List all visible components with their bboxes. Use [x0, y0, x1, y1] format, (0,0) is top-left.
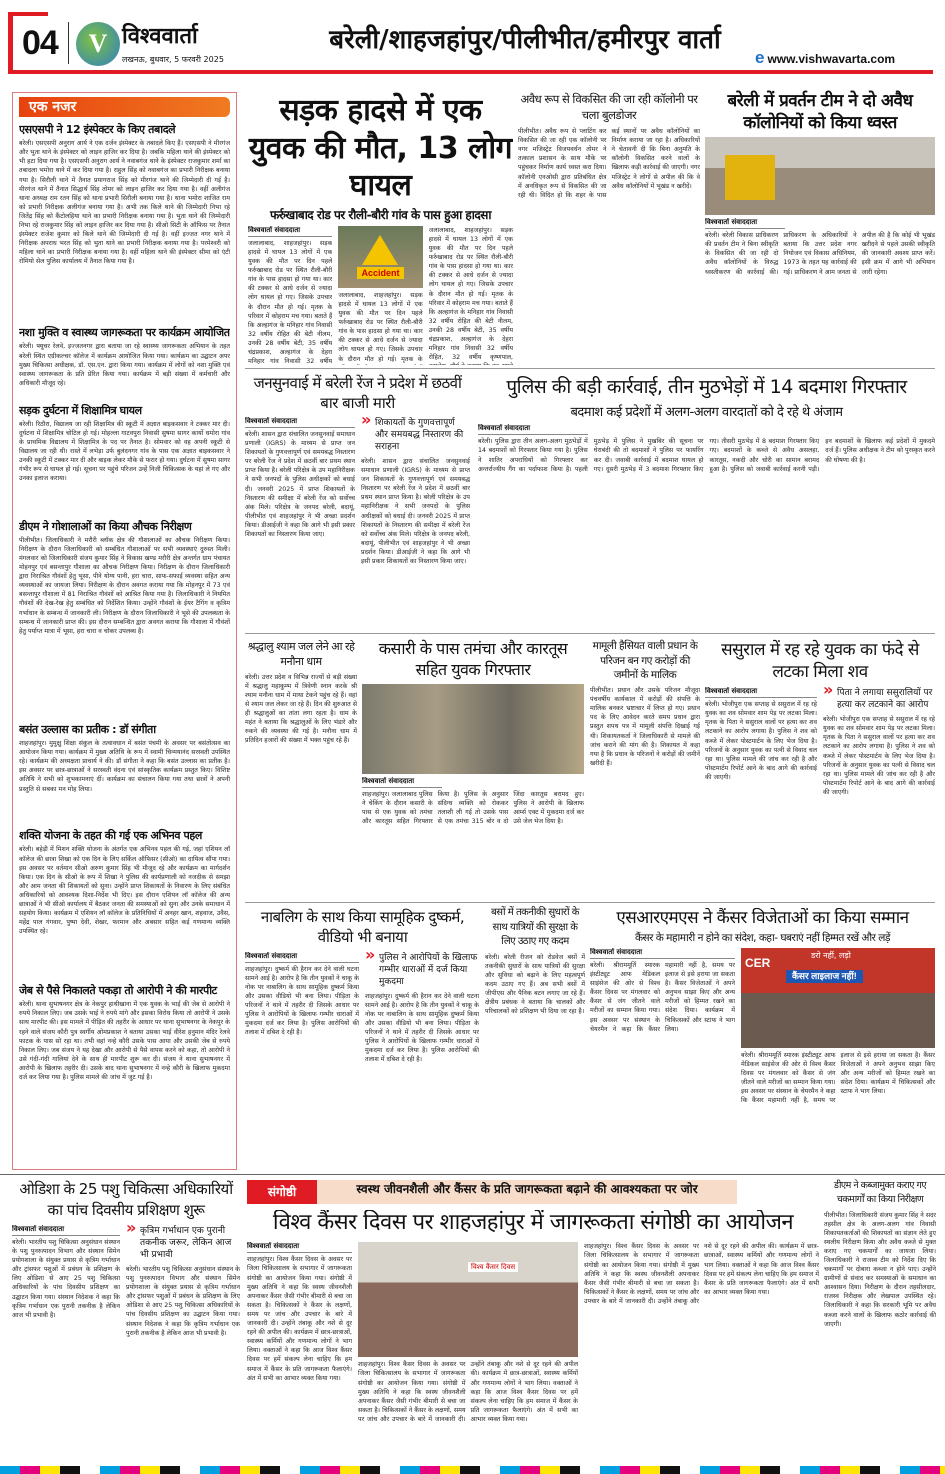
brand-name: विश्ववार्ता — [122, 24, 198, 49]
ek-nazar-stories — [19, 120, 230, 1165]
seminar-tag: संगोष्ठी — [247, 1180, 317, 1204]
odisha-body-1: बरेली। भारतीय पशु चिकित्सा अनुसंधान संस्थान के पशु पुनरुत्पादन विभाग और संस्थान सिमेन प्रयोगशाला के संयुक्त प्रयास से कृत्रिम गर्भाधान और ट्रांसफर पशुओं में प्रबंधन के प्रशिक्षण के लिए ओडिशा से आए 25 पशु चिकित्सा अधिकारियों के पांच दिवसीय प्रशिक्षण का उद्घाटन किया गया। संस्थान निदेशक ने कहा कि कृत्रिम गर्भाधान एक पुरानी तकनीक है लेकिन आज भी प्रभावी है। — [12, 1239, 120, 1319]
shyam-body: बरेली। उत्तर प्रदेश व विभिन्न राज्यों से बड़ी संख्या में श्रद्धालु महाकुम्भ में त्रिवेणी स्नान करके श्री श्याम मनौना धाम में माथा टेकने पहुंच रहे हैं। वहां से श्याम जल लेकर जा रहे हैं। दिन की शुरुआत से ही श्रद्धालुओं का तांता लगा रहता है। धाम के महंत ने बताया कि श्रद्धालुओं के लिए भंडारे और रुकने की व्यवस्था की गई है। मनौना धाम में प्रतिदिन हजारों की संख्या में भक्त पहुंच रहे हैं। — [245, 673, 357, 745]
accident-sign-text: Accident — [357, 267, 403, 279]
arrest-photo — [362, 684, 584, 774]
left-story-body: बरेली। थाना सुभाषनगर क्षेत्र के नेकपुर हाथीखाना में एक युवक के भाई की जेब से आरोपी ने रुपये निकाल लिए। जब उसके भाई ने रुपये मांगे और इसका विरोध किया तो आरोपी ने उसके साथ मारपीट की। इस मामले में पीड़ित की तहरीर के आधार पर थाना सुभाषनगर के नेकपुर के रहने वाले संजय कौरी पुत्र स्वर्गीय ओमप्रकाश ने बताया उसका भाई वीरेश हनुमान मंदिर रेलवे फाटक के पास सो रहा था। तभी वहां नन्हे कौरी उसके पास आया और उसकी जेब से रुपये निकाल लिए। जब संजय ने यह देखा और आरोपी से पैसे वापस करने को कहा, तो आरोपी ने उसे गंदी-गंदी गालियां देने के साथ ही मारपीट शुरू कर दी। संजय ने थाना सुभाषनगर में आरोपी के खिलाफ तहरीर दी। उसके बाद थाना सुभाषनगर में नन्हे कौरी के खिलाफ मुकदमा दर्ज कर लिया गया है। पुलिस मामले की जांच में जुट गई है। — [19, 1001, 230, 1082]
warning-sign-icon — [362, 235, 398, 265]
ek-nazar-banner: एक नजर — [19, 97, 230, 117]
left-story-headline: शक्ति योजना के तहत की गई एक अभिनव पहल — [19, 829, 202, 843]
lead-body-3: जलालाबाद, शाहजहांपुर। सड़क हादसे में घायल 13 लोगों में एक युवक की मौत पर दिन पहले फर्रुखाबाद रोड पर स्थित रौली-बौरी गांव के पास हादसा हो गया था। कार की टक्कर से आधे दर्जन से ज्यादा लोग घायल हो गए। जिसके उपचार के दौरान मौत हो गई। मृतक के परिवार में कोहराम मच गया। बताते हैं कि अल्हागंज के मनिहार गांव निवासी 32 वर्षीय रोहित की बेटी नीलम, उनकी 28 वर्षीय बेटी, 35 वर्षीय चंद्रप्रकाश, अल्हागंज के देहरा मनिहार गांव निवासी 32 वर्षीय रोहित, 32 वर्षीय कृष्णपाल, — [428, 226, 513, 362]
bulldozer-headline: अवैध रूप से विकसित की जा रही कॉलोनी पर चला बुलडोजर — [520, 92, 698, 122]
logo-icon: V — [76, 22, 120, 66]
seminar-headline: विश्व कैंसर दिवस पर शाहजहांपुर में जागरूकता संगोष्ठी का आयोजन — [272, 1210, 794, 1235]
sasural-body-1: बरेली। भोजीपुरा एक सप्ताह से ससुराल में रह रहे युवक का शव सोमवार शाम पेड़ पर लटका मिला। मृतक के पिता ने ससुराल वालों पर हत्या कर शव लटकाने का आरोप लगाया है। पुलिस ने शव को कब्जे में लेकर पोस्टमार्टम के लिए भेज दिया है। परिजनों के अनुसार युवक का पत्नी से विवाद चल रहा था। पुलिस मामले की जांच कर रही है और पोस्टमार्टम रिपोर्ट आने के बाद आगे की कार्रवाई की जाएगी। — [705, 701, 817, 781]
jansunwai-body-2: बरेली। शासन द्वारा संचालित जनसुनवाई समाधान प्रणाली (IGRS) के माध्यम से प्राप्त जन शिकायतों के गुणवत्तापूर्ण एवं समयबद्ध निस्तारण पर बरेली रेंज ने प्रदेश में छठवीं बार प्रथम स्थान प्राप्त किया है। बरेली परिक्षेत्र के उप महानिरीक्षक ने सभी जनपदों के पुलिस अधीक्षकों को बधाई दी। जनवरी 2025 में प्राप्त शिकायतों के निस्तारण की समीक्षा में बरेली रेंज को सर्वोच्च अंक मिले। परिक्षेत्र के जनपद बरेली, बदायूं, पीलीभीत एवं शाहजहांपुर ने भी अच्छा प्रदर्शन किया। डीआईजी ने कहा कि आगे भी इसी प्रकार शिकायतों का निस्तारण किया जाए। — [361, 458, 470, 566]
colonies-story — [705, 90, 935, 365]
seminar-body-3: शाहजहांपुर। विश्व कैंसर दिवस के अवसर पर जिला चिकित्सालय के सभागार में जागरूकता संगोष्ठी का आयोजन किया गया। संगोष्ठी में मुख्य अतिथि ने कहा कि स्वस्थ जीवनशैली अपनाकर कैंसर जैसी गंभीर बीमारी से बचा जा सकता है। चिकित्सकों ने कैंसर के लक्षणों, समय पर जांच और उपचार के बारे में जानकारी दी। उन्होंने तंबाकू और नशे से दूर रहने की अपील की। कार्यक्रम में छात्र-छात्राओं, स्वास्थ्य कर्मियों और गणमान्य लोगों ने भाग लिया। वक्ताओं ने कहा कि आज विश्व कैंसर दिवस पर हमें संकल्प लेना चाहिए कि हम समाज में कैंसर के प्रति जागरूकता फैलाएंगे। अंत में सभी का आभार व्यक्त किया गया। — [584, 1243, 819, 1305]
website-text: www.vishwavarta.com — [767, 52, 896, 66]
left-story-body: पीलीभीत। जिलाधिकारी ने मरौरी ब्लॉक क्षेत्र की गौशालाओं का औचक निरीक्षण किया। निरीक्षण के दौरान जिलाधिकारी को सम्बंधित गौशालाओं पर सभी व्यवस्थाएं दुरुस्त मिली। मंगलवार को जिलाधिकारी संजय कुमार सिंह ने विकास खण्ड मरौरी क्षेत्र अन्तर्गत ग्राम पंचायत मोहनपुर एवं बसन्तापुर गौशाला का औचक निरीक्षण किया। निरीक्षण के दौरान जिलाधिकारी द्वारा निराश्रित गौवंशों हेतु भूसा, पीने योग्य पानी, हरा चारा, साफ-सफाई व्यवस्था सहित अन्य व्यवस्थाओं का जायजा लिया। निरीक्षण के दौरान अवगत कराया गया कि मोहनपुर में 73 एवं बसन्तापुर गौशाला में 81 निराश्रित गौवंशों को आश्रित किया गया है। जिलाधिकारी ने नियमित गौवंशों की देख-रेख हेतु सम्बंधित को निर्देशित किया। उन्होंने गौवंशों के ईयर टैगिंग व कृत्रिम गर्भाधान के सम्बन्ध में जानकारी ली। निरीक्षण के दौरान जिलाधिकारी ने भूसे की उपलब्धता के सम्बन्ध में जानकारी प्राप्त की। इस दौरान सम्बन्धित द्वारा अवगत कराया कि गौशाला में गौवंशों हेतु पर्याप्त मात्रा में भूसा, हरा चारा व चोकर उपलब्ध है। — [19, 536, 230, 635]
seminar-body-1: शाहजहांपुर। विश्व कैंसर दिवस के अवसर पर जिला चिकित्सालय के सभागार में जागरूकता संगोष्ठी का आयोजन किया गया। संगोष्ठी में मुख्य अतिथि ने कहा कि स्वस्थ जीवनशैली अपनाकर कैंसर जैसी गंभीर बीमारी से बचा जा सकता है। चिकित्सकों ने कैंसर के लक्षणों, समय पर जांच और उपचार के बारे में जानकारी दी। उन्होंने तंबाकू और नशे से दूर रहने की अपील की। कार्यक्रम में छात्र-छात्राओं, स्वास्थ्य कर्मियों और गणमान्य लोगों ने भाग लिया। वक्ताओं ने कहा कि आज विश्व कैंसर दिवस पर हमें संकल्प लेना चाहिए कि हम समाज में कैंसर के प्रति जागरूकता फैलाएंगे। अंत में सभी का आभार व्यक्त किया गया। — [247, 1256, 352, 1382]
bulldozer-icon — [725, 155, 775, 200]
masthead-accent — [8, 12, 48, 16]
left-story-body: बरेली। बहेड़ी में मिशन शक्ति योजना के अंतर्गत एक अभिनव पहल की गई, जहां एशियन लॉ कॉलेज की छात्रा शिखा को एक दिन के लिए सर्किल ऑफिसर (सीओ) का दायित्व सौंपा गया। इस अवसर पर वर्तमान सीओ अरुण कुमार सिंह भी मौजूद रहे और कार्यक्रम का मार्गदर्शन किया। एक दिन के सीओ के रूप में शिखा ने पुलिस की कार्यप्रणाली को नजदीक से समझा और आम जनता की शिकायतों को सुना। उन्होंने प्राप्त शिकायतों के निवारण के लिए संबंधित अधिकारियों को आवश्यक दिशा-निर्देश भी दिए। इस दौरान एशियन लॉ कॉलेज की अन्य छात्राओं ने भी सीओ कार्यालय में बैठकर जनता की समस्याओं को सुना और उनके समाधान में सहयोग किया। कार्यक्रम में एशियन लॉ कॉलेज के प्रतिनिधियों में अनहर खान, शहवाज, उवैस, महेंद्र पाल गंगवार, पुष्पा देवी, शेखर, फरमान और अबसार सहित कई गणमान्य व्यक्ति उपस्थित रहे। — [19, 846, 230, 936]
left-story-headline: जेब से पैसे निकालते पकड़ा तो आरोपी ने की मारपीट — [19, 984, 217, 998]
website-link[interactable] — [755, 48, 895, 68]
page-number: 04 — [22, 24, 58, 62]
byline: विश्ववार्ता संवाददाता — [362, 777, 442, 788]
buses-body: बरेली। बरेली रीजन को रोडवेज बसों में तकनीकी सुधारों के साथ यात्रियों की सुरक्षा और सुविधा को बढ़ाने के लिए महत्वपूर्ण कदम उठाए गए हैं। अब सभी बसों में जीपीएस और पैनिक बटन लगाए जा रहे हैं। क्षेत्रीय प्रबंधक ने बताया कि चालकों और परिचालकों को प्रशिक्षण भी दिया जा रहा है। — [485, 953, 585, 1016]
left-story-body: बरेली। फ्यूचर रेलवे, इज्जतनगर द्वारा बताया जा रहे स्वास्थ्य जागरूकता अभियान के तहत बरेली स्थित एग्रीकल्चर कॉलेज में कार्यक्रम आयोजित किया गया। कार्यक्रम का उद्घाटन अपर मुख्य चिकित्सा अधीक्षक, डॉ. एस.एन. द्वारा किया गया। कार्यक्रम में लोगों को नशा मुक्ति एवं स्वास्थ्य जागरूकता के प्रति प्रेरित किया गया। कार्यक्रम में बड़ी संख्या में कर्मचारी और अधिकारी मौजूद रहे। — [19, 343, 230, 387]
nabalig-story — [245, 907, 480, 1170]
sasural-pullquote: » पिता ने लगाया ससुरालियों पर हत्या कर लटकाने का आरोप — [823, 687, 935, 711]
kasari-headline: कसारी के पास तमंचा और कारतूस सहित युवक गिरफ्तार — [378, 639, 568, 679]
seminar-body-2: शाहजहांपुर। विश्व कैंसर दिवस के अवसर पर जिला चिकित्सालय के सभागार में जागरूकता संगोष्ठी का आयोजन किया गया। संगोष्ठी में मुख्य अतिथि ने कहा कि स्वस्थ जीवनशैली अपनाकर कैंसर जैसी गंभीर बीमारी से बचा जा सकता है। चिकित्सकों ने कैंसर के लक्षणों, समय पर जांच और उपचार के बारे में जानकारी दी। उन्होंने तंबाकू और नशे से दूर रहने की अपील की। कार्यक्रम में छात्र-छात्राओं, स्वास्थ्य कर्मियों और गणमान्य लोगों ने भाग लिया। वक्ताओं ने कहा कि आज विश्व कैंसर दिवस पर हमें संकल्प लेना चाहिए कि हम समाज में कैंसर के प्रति जागरूकता फैलाएंगे। अंत में सभी का आभार व्यक्त किया गया। — [358, 1361, 578, 1423]
print-color-bar — [0, 1466, 945, 1474]
seminar-photo — [358, 1242, 578, 1357]
sasural-headline: ससुराल में रह रहे युवक का फंदे से लटका मिला शव — [721, 640, 919, 683]
dm-story — [824, 1179, 936, 1464]
left-story-body: शाहजहांपुर। मुमुक्षु शिक्षा संकुल के तत्वावधान में बसंत पंचमी के अवसर पर बसंतोत्सव का आयोजन किया गया। कार्यक्रम में मुख्य अतिथि के रूप में स्वामी चिन्मयानंद सरस्वती उपस्थित रहे। कार्यक्रम की अध्यक्षता प्राचार्य ने की। डॉ संगीता ने कहा कि बसंत उल्लास का प्रतीक है। इस अवसर पर छात्र-छात्राओं ने सरस्वती वंदना एवं सांस्कृतिक कार्यक्रम प्रस्तुत किए। विशिष्ट अतिथि ने सभी को शुभकामनाएं दीं। कार्यक्रम का संचालन किया गया तथा छात्रों ने अपनी प्रस्तुति से सबका मन मोह लिया। — [19, 740, 230, 793]
colonies-body: बरेली। बरेली विकास प्राधिकरण की प्रवर्तन टीम ने बिना स्वीकृति के विकसित की जा रही दो अवैध कॉलोनियों के विरुद्ध ध्वस्तीकरण की कार्रवाई की। प्राधिकरण के अधिकारियों ने बताया कि उत्तर प्रदेश नगर नियोजन एवं विकास अधिनियम, 1973 के तहत यह कार्रवाई की गई। प्राधिकरण ने आम जनता से अपील की है कि कोई भी भूखंड खरीदने से पहले उसकी स्वीकृति की जानकारी अवश्य प्राप्त करें। इसी क्रम में आगे भी अभियान जारी रहेगा। — [705, 232, 935, 276]
kasari-body: शाहजहांपुर। जलालाबाद पुलिस ने चेकिंग के दौरान कसारी के पास से एक युवक को तमंचा और कारतूस सहित गिरफ्तार किया है। पुलिस के अनुसार संदिग्ध व्यक्ति को रोककर तलाशी ली गई तो उसके पास से एक तमंचा 315 बोर व दो जिंदा कारतूस बरामद हुए। पुलिस ने आरोपी के खिलाफ आर्म्स एक्ट में मुकदमा दर्ज कर उसे जेल भेज दिया है। — [362, 790, 584, 825]
police-body: बरेली। पुलिस द्वारा तीन अलग-अलग मुठभेड़ों में 14 बदमाशों को गिरफ्तार किया गया है। पुलिस ने शातिर अपराधियों को गिरफ्तार कर अन्तर्राज्यीय गैंग का पर्दाफाश किया है। पहली मुठभेड़ में पुलिस ने मुखबिर की सूचना पर घेराबंदी की तो बदमाशों ने पुलिस पर फायरिंग कर दी। जवाबी कार्रवाई में बदमाश घायल हो गए। दूसरी मुठभेड़ में 3 बदमाश गिरफ्तार किए गए। तीसरी मुठभेड़ में 8 बदमाश गिरफ्तार किए गए। बदमाशों के कब्जे से अवैध असलहा, कारतूस, नकदी और चोरी का सामान बरामद हुआ है। पुलिस को जवाबी कार्रवाई करनी पड़ी। इन बदमाशों के खिलाफ कई प्रदेशों में मुकदमे दर्ज हैं। पुलिस अधीक्षक ने टीम को पुरस्कृत करने की घोषणा की है। — [478, 438, 935, 473]
seminar-kicker: स्वस्थ जीवनशैली और कैंसर के प्रति जागरूकता बढ़ाने की आवश्यकता पर जोर — [356, 1182, 698, 1196]
odisha-pullquote: » कृत्रिम गर्भाधान एक पुरानी तकनीक जरूर, लेकिन आज भी प्रभावी — [126, 1225, 240, 1261]
photo-text: CER — [745, 955, 771, 970]
sasural-story — [705, 639, 935, 897]
lead-headline: सड़क हादसे में एक युवक की मौत, 13 लोग घायल — [248, 93, 513, 203]
dateline: लखनऊ, बुधवार, 5 फरवरी 2025 — [122, 55, 224, 64]
byline: विश्ववार्ता संवाददाता — [12, 1225, 120, 1236]
byline: विश्ववार्ता संवाददाता — [247, 1242, 352, 1253]
nabalig-body-1: शाहजहांपुर। दुष्कर्म की हैरान कर देने वाली घटना सामने आई है। आरोप है कि तीन युवकों ने चाकू के नोक पर नाबालिग के साथ सामूहिक दुष्कर्म किया और उसका वीडियो भी बना लिया। पीड़िता के परिजनों ने थाने में तहरीर दी जिसके आधार पर पुलिस ने आरोपियों के खिलाफ गम्भीर धाराओं में मुकदमा दर्ज कर लिया है। पुलिस आरोपियों की तलाश में दबिश दे रही है। — [245, 965, 359, 1037]
pradhan-headline: मामूली हैसियत वाली प्रधान के परिजन बन गए करोड़ों की जमीनों के मालिक — [592, 640, 698, 682]
left-story-headline: नशा मुक्ति व स्वास्थ्य जागरूकता पर कार्यक्रम आयोजित — [19, 326, 230, 340]
police-subhead: बदमाश कई प्रदेशों में अलग-अलग वारदातों को दे रहे थे अंजाम — [570, 404, 843, 420]
nabalig-body-2: शाहजहांपुर। दुष्कर्म की हैरान कर देने वाली घटना सामने आई है। आरोप है कि तीन युवकों ने चाकू के नोक पर नाबालिग के साथ सामूहिक दुष्कर्म किया और उसका वीडियो भी बना लिया। पीड़िता के परिजनों ने थाने में तहरीर दी जिसके आधार पर पुलिस ने आरोपियों के खिलाफ गम्भीर धाराओं में मुकदमा दर्ज कर लिया है। पुलिस आरोपियों की तलाश में दबिश दे रही है। — [365, 992, 479, 1064]
byline: विश्ववार्ता संवाददाता — [245, 952, 359, 963]
photo-banner: विश्व कैंसर दिवस — [468, 1262, 518, 1272]
accident-image — [338, 226, 422, 288]
lead-body-2: जलालाबाद, शाहजहांपुर। सड़क हादसे में घायल 13 लोगों में एक युवक की मौत पर दिन पहले फर्रुखाबाद रोड पर स्थित रौली-बौरी गांव के पास हादसा हो गया था। कार की टक्कर से आधे दर्जन से ज्यादा लोग घायल हो गए। जिसके उपचार के दौरान मौत हो गई। मृतक के — [338, 291, 423, 363]
shyam-story — [245, 639, 357, 897]
left-story-headline: डीएम ने गोशालाओं का किया औचक निरीक्षण — [19, 519, 192, 533]
shyam-headline: श्रद्धालु श्याम जल लेने आ रहे मनौना धाम — [247, 640, 355, 669]
photo-text: डरो नहीं, लड़ो — [811, 950, 851, 960]
bulldozer-story — [518, 92, 700, 365]
buses-story — [485, 906, 585, 1170]
srms-body-2: बरेली। श्रीराममूर्ति स्मारक इंस्टीट्यूट आफ मेडिकल साइंसेज की ओर से विश्व कैंसर दिवस पर मंगलवार को कैंसर से जंग जीतने वाले मरीजों का सम्मान किया गया। इस अवसर पर संस्थान के चेयरमैन ने कहा कि कैंसर महामारी नहीं है, समय पर इलाज से इसे हराया जा सकता है। कैंसर विजेताओं ने अपने अनुभव साझा किए और अन्य मरीजों को हिम्मत रखने का संदेश दिया। कार्यक्रम में चिकित्सकों और स्टाफ ने भाग लिया। — [741, 1051, 935, 1105]
lead-columns — [248, 226, 513, 365]
srms-headline: एसआरएमएस ने कैंसर विजेताओं का किया सम्मान — [616, 908, 909, 928]
colonies-headline: बरेली में प्रवर्तन टीम ने दो अवैध कॉलोनियों को किया ध्वस्त — [727, 91, 913, 134]
byline: विश्ववार्ता संवाददाता — [705, 687, 817, 698]
kasari-story — [362, 639, 584, 897]
buses-headline: बसों में तकनीकी सुधारों के साथ यात्रियों की सुरक्षा के लिए उठाए गए कदम — [491, 907, 579, 947]
section-title: बरेली/शाहजहांपुर/पीलीभीत/हमीरपुर वार्ता — [329, 25, 721, 55]
dm-body: पीलीभीत। जिलाधिकारी संजय कुमार सिंह ने सदर तहसील क्षेत्र के अलग-अलग गांव निवासी शिकायतकर्ताओं की शिकायतों का संज्ञान लेते हुए स्थलीय निरीक्षण किया और अवैध कब्जे से मुक्त कराए गए चकमार्गों का जायजा लिया। जिलाधिकारी ने राजस्व टीम को निर्देश दिए कि चकमार्गों पर दोबारा कब्जा न होने पाए। उन्होंने ग्रामीणों से संवाद कर समस्याओं के समाधान का आश्वासन दिया। निरीक्षण के दौरान तहसीलदार, राजस्व निरीक्षक और लेखपाल उपस्थित रहे। जिलाधिकारी ने कहा कि सरकारी भूमि पर अवैध कब्जा करने वालों के खिलाफ कठोर कार्रवाई की जाएगी। — [824, 1211, 936, 1328]
divider — [245, 633, 935, 634]
police-story — [478, 376, 935, 630]
lead-subhead: फर्रुखाबाद रोड पर रौली-बौरी गांव के पास हुआ हादसा — [270, 207, 491, 222]
divider — [0, 1174, 945, 1175]
srms-body: बरेली। श्रीराममूर्ति स्मारक इंस्टीट्यूट आफ मेडिकल साइंसेज की ओर से विश्व कैंसर दिवस पर मंगलवार को कैंसर से जंग जीतने वाले मरीजों का सम्मान किया गया। इस अवसर पर संस्थान के चेयरमैन ने कहा कि कैंसर महामारी नहीं है, समय पर इलाज से इसे हराया जा सकता है। कैंसर विजेताओं ने अपने अनुभव साझा किए और अन्य मरीजों को हिम्मत रखने का संदेश दिया। कार्यक्रम में चिकित्सकों और स्टाफ ने भाग लिया। — [590, 961, 735, 1033]
police-headline: पुलिस की बड़ी कार्रवाई, तीन मुठभेड़ों में 14 बदमाश गिरफ्तार — [506, 376, 907, 398]
bulldozer-body: पीलीभीत। अवैध रूप से प्लाटिंग कर विकसित की जा रही एक कॉलोनी पर नगर मजिस्ट्रेट विजयवर्धन तोमर ने तत्काल प्रशासन के साथ मौके पर पहुंचकर निर्माण कार्य ध्वस्त करा दिया। कॉलोनी एनओसी द्वारा प्रतिबंधित क्षेत्र में अनधिकृत रूप से विकसित की जा रही थी। विदित हो कि शहर के पास कई स्थानों पर अवैध कॉलोनियों का निर्माण कराया जा रहा है। अधिकारियों ने चेतावनी दी कि बिना अनुमति के कॉलोनी विकसित करने वालों के खिलाफ कड़ी कार्रवाई की जाएगी। नगर मजिस्ट्रेट ने लोगों से अपील की कि वे अवैध कॉलोनियों में भूखंड न खरीदें। — [518, 128, 700, 199]
seminar-kicker-bar — [317, 1180, 737, 1204]
jansunwai-story — [245, 374, 470, 630]
byline: विश्ववार्ता संवाददाता — [248, 226, 332, 237]
pradhan-story — [590, 639, 700, 897]
odisha-headline: ओडिशा के 25 पशु चिकित्सा अधिकारियों का पांच दिवसीय प्रशिक्षण शुरू — [19, 1180, 233, 1219]
odisha-story — [12, 1179, 240, 1464]
srms-photo — [741, 948, 935, 1048]
bulldozer-photo — [705, 137, 935, 215]
browser-icon: e — [755, 48, 765, 67]
pradhan-body: पीलीभीत। प्रधान और उसके परिजन मौजूदा पंचवर्षीय कार्यकाल में करोड़ों की संपत्ति के मालिक बनकर भ्रष्टाचार में लिप्त हो गए। प्रधान पद के लिए आवेदन करते समय प्रधान द्वारा प्रस्तुत शपथ पत्र में मामूली संपत्ति दिखाई गई थी। शिकायतकर्ता ने जिलाधिकारी से मामले की जांच कराने की मांग की है। शिकायत में कहा गया है कि प्रधान के परिजनों ने करोड़ों की जमीनें खरीदी हैं। — [590, 687, 700, 767]
byline: विश्ववार्ता संवाददाता — [478, 424, 588, 435]
photo-banner: कैंसर लाइलाज नहीं! — [786, 970, 863, 983]
jansunwai-pullquote: » शिकायतों के गुणवत्तापूर्ण और समयबद्ध निस्तारण की सराहना — [361, 417, 470, 453]
lead-story — [248, 92, 513, 365]
section-title-wrap — [300, 20, 750, 54]
jansunwai-body-1: बरेली। शासन द्वारा संचालित जनसुनवाई समाधान प्रणाली (IGRS) के माध्यम से प्राप्त जन शिकायतों के गुणवत्तापूर्ण एवं समयबद्ध निस्तारण पर बरेली रेंज ने प्रदेश में छठवीं बार प्रथम स्थान प्राप्त किया है। बरेली परिक्षेत्र के उप महानिरीक्षक ने सभी जनपदों के पुलिस अधीक्षकों को बधाई दी। जनवरी 2025 में प्राप्त शिकायतों के निस्तारण की समीक्षा में बरेली रेंज को सर्वोच्च अंक मिले। परिक्षेत्र के जनपद बरेली, बदायूं, पीलीभीत एवं शाहजहांपुर ने भी अच्छा प्रदर्शन किया। डीआईजी ने कहा कि आगे भी इसी प्रकार शिकायतों का निस्तारण किया जाए। — [245, 431, 355, 539]
byline: विश्ववार्ता संवाददाता — [705, 218, 785, 229]
jansunwai-headline: जनसुनवाई में बरेली रेंज ने प्रदेश में छठवीं बार बाजी मारी — [253, 374, 462, 412]
srms-subhead: कैंसर के महामारी न होने का संदेश, कहा- घबराएं नहीं हिम्मत रखें और लड़ें — [634, 932, 891, 945]
byline: विश्ववार्ता संवाददाता — [590, 948, 735, 959]
left-story-headline: सड़क दुर्घटना में शिक्षामित्र घायल — [19, 403, 142, 417]
lead-body: जलालाबाद, शाहजहांपुर। सड़क हादसे में घायल 13 लोगों में एक युवक की मौत पर दिन पहले फर्रुखाबाद रोड पर स्थित रौली-बौरी गांव के पास हादसा हो गया था। कार की टक्कर से आधे दर्जन से ज्यादा लोग घायल हो गए। जिसके उपचार के दौरान मौत हो गई। मृतक के परिवार में कोहराम मच गया। बताते हैं कि अल्हागंज के मनिहार गांव निवासी 32 वर्षीय रोहित की बेटी नीलम, उनकी 28 वर्षीय बेटी, 35 वर्षीय चंद्रप्रकाश, अल्हागंज के देहरा मनिहार गांव निवासी 32 वर्षीय — [248, 239, 333, 365]
sasural-body-2: बरेली। भोजीपुरा एक सप्ताह से ससुराल में रह रहे युवक का शव सोमवार शाम पेड़ पर लटका मिला। मृतक के पिता ने ससुराल वालों पर हत्या कर शव लटकाने का आरोप लगाया है। पुलिस ने शव को कब्जे में लेकर पोस्टमार्टम के लिए भेज दिया है। परिजनों के अनुसार युवक का पत्नी से विवाद चल रहा था। पुलिस मामले की जांच कर रही है और पोस्टमार्टम रिपोर्ट आने के बाद आगे की कार्रवाई की जाएगी। — [823, 716, 935, 796]
left-story-headline: बसंत उल्लास का प्रतीक : डॉ संगीता — [19, 722, 156, 736]
dm-headline: डीएम ने कब्जामुक्त कराए गए चकमार्गों का किया निरीक्षण — [833, 1180, 927, 1206]
divider — [245, 902, 935, 903]
left-story-body: बरेली। रिठौरा, विद्यालय जा रही शिक्षामित्र की स्कूटी में अज्ञात बाइकसवार ने टक्कर मार दी। दुर्घटना में शिक्षामित्र चोटिल हो गई। मोहल्ला गाटवपुरा निवासी सुषमा सागर कार्यो धमोरा गांव के प्राथमिक विद्यालय में शिक्षामित्र के पद पर तैनात है। सोमवार को वह अपनी स्कूटी से विद्यालय जा रही थी। रास्ते में लभेड़ा उर्फ बुलंदनगर गांव के पास एक अज्ञात बाइकसवार ने उनकी स्कूटी में टक्कर मार दी और बाइक लेकर मौके से फरार हो गया। दुर्घटना में सुषमा सागर गंभीर रूप से घायल हो गई। सूचना पर पहुंचे परिजन उन्हें निजी चिकित्सक के यहां ले गए और उनका इलाज कराया। — [19, 420, 230, 483]
left-story-headline: एसएसपी ने 12 इंस्पेक्टर के किए तबादले — [19, 123, 176, 136]
odisha-body-2: बरेली। भारतीय पशु चिकित्सा अनुसंधान संस्थान के पशु पुनरुत्पादन विभाग और संस्थान सिमेन प्रयोगशाला के संयुक्त प्रयास से कृत्रिम गर्भाधान और ट्रांसफर पशुओं में प्रबंधन के प्रशिक्षण के लिए ओडिशा से आए 25 पशु चिकित्सा अधिकारियों के पांच दिवसीय प्रशिक्षण का उद्घाटन किया गया। संस्थान निदेशक ने कहा कि कृत्रिम गर्भाधान एक पुरानी तकनीक है लेकिन आज भी प्रभावी है। — [126, 1266, 240, 1337]
seminar-story — [247, 1210, 819, 1464]
nabalig-pullquote: » पुलिस ने आरोपियों के खिलाफ गम्भीर धाराओं में दर्ज किया मुकदमा — [365, 952, 479, 988]
srms-story — [590, 908, 935, 1170]
divider — [245, 368, 935, 369]
nabalig-headline: नाबलिग के साथ किया सामूहिक दुष्कर्म, वीडियो भी बनाया — [260, 908, 465, 947]
ek-nazar-column — [12, 92, 237, 1170]
byline: विश्ववार्ता संवाददाता — [245, 417, 355, 428]
left-story-body: बरेली। एसएसपी अनुराग आर्य ने एक दर्जन इंस्पेक्टर के तबादले किए हैं। एसएसपी ने मीरगंज और भुता थाने के इंस्पेक्टर को लाइन हाजिर कर दिया है। जबकि महिला थाने की इंस्पेक्टर को भी हटा दिया गया है। एसएसपी अनुराग आर्य ने नवाबगंज थाने के इंस्पेक्टर राजकुमार शर्मा का तबादला भमोरा थाने में कर दिया गया है। राहुल सिंह को नवाबगंज का प्रभारी निरीक्षक बनाया गया है। सिरौली थाने में तैनात प्रयागराज सिंह को मीरगंज थाने की जिम्मेदारी दी गई है। मीरगंज थाने में तैनात सिद्धार्थ सिंह तोमर को लाइन हाजिर कर दिया गया है। वहीं अलीगंज थाना अध्यक्ष राम रतन सिंह को थाना प्रभारी सिरौली बनाया गया है। थाना भमोरा शाजित राम को प्रभारी निरीक्षक अलीगंज बनाया गया है। अभी तक किले थाने की जिम्मेदारी निभा रहे जितेंद्र सिंह को कैंटोलहिया थाने का प्रभारी निरीक्षक बनाया गया है। भुता थाने की जिम्मेदारी निभा रहे राजकुमार सिंह को लाइन हाजिर कर दिया गया है। सीओ सिटी के ऑफिस पर तैनात इंस्पेक्टर राजेश कुमार को किले थाने की जिम्मेदारी दी गई है। वहीं इज्जत नगर थाने में निरीक्षक अपराध भरत सिंह को भुता थाने का प्रभारी निरीक्षक बनाया गया है। परमेश्वरी को महिला थाने का प्रभारी निरीक्षक बनाया गया है। वहीं महिला थाने की इंस्पेक्टर सीमा को एंटी रोमियो सेल पुलिस कार्यालय में तैनात किया गया है। — [19, 140, 230, 266]
divider — [68, 22, 69, 64]
